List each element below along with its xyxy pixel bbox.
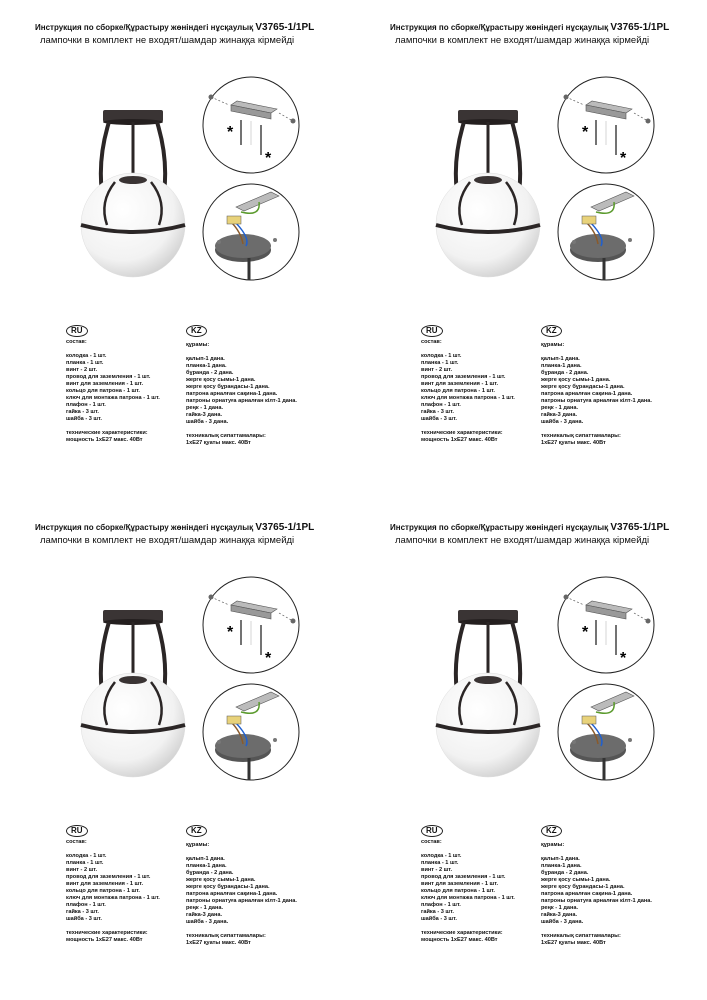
ru-contents — [66, 339, 160, 444]
ru-contents-item: планка - 1 шт. — [66, 360, 104, 366]
kz-contents-item: жерге қосу сымы-1 дана. — [186, 877, 256, 883]
instruction-panel-4 — [390, 522, 707, 992]
kz-contents-item: патрона арналған сақина-1 дана. — [186, 391, 278, 397]
ru-contents-item: шайба - 3 шт. — [66, 416, 102, 422]
lamp-illustration — [430, 107, 545, 292]
kz-contents-item: бұранда - 2 дана. — [186, 370, 234, 376]
kz-contents — [186, 342, 297, 447]
kz-contents-item: патроны орнатуға арналған кілт-1 дана. — [186, 398, 297, 404]
ru-language-badge: RU — [421, 325, 443, 337]
ru-contents-item: ключ для монтажа патрона - 1 шт. — [421, 895, 515, 901]
ru-contents-item: винт для заземления - 1 шт. — [66, 881, 144, 887]
instruction-panel-2 — [390, 22, 707, 492]
kz-language-badge: KZ — [186, 325, 207, 337]
ru-contents-item: планка - 1 шт. — [421, 860, 459, 866]
ru-contents-item: гайка - 3 шт. — [66, 409, 99, 415]
kz-contents-item: планка-1 дана. — [186, 863, 227, 869]
kz-contents-item: жерге қосу сымы-1 дана. — [186, 377, 256, 383]
bulbs-not-included-note: лампочки в комплект не входят/шамдар жинаққа кірмейді — [395, 35, 650, 46]
ru-contents — [66, 839, 160, 944]
kz-tech-heading: техникалық сипаттамалары: — [186, 433, 266, 439]
ru-contents-item: планка - 1 шт. — [66, 860, 104, 866]
ru-contents-item: планка - 1 шт. — [421, 360, 459, 366]
ru-language-badge: RU — [66, 325, 88, 337]
model-number: V3765-1/1PL — [610, 522, 670, 533]
kz-contents-item: бұранда - 2 дана. — [541, 370, 589, 376]
kz-language-badge: KZ — [541, 325, 562, 337]
instruction-panel-3 — [35, 522, 355, 992]
ru-tech-heading: технические характеристики: — [66, 430, 148, 436]
asterisk-mark-right: * — [265, 650, 272, 667]
kz-contents-item: қалып-1 дана. — [186, 356, 225, 362]
kz-contents-item: жерге қосу бұрандасы-1 дана. — [186, 384, 270, 390]
ru-tech-heading: технические характеристики: — [421, 430, 503, 436]
model-number: V3765-1/1PL — [255, 22, 315, 33]
ru-contents-heading: состав: — [421, 339, 442, 345]
ru-contents-item: кольцо для патрона - 1 шт. — [66, 388, 140, 394]
ru-contents-item: гайка - 3 шт. — [66, 909, 99, 915]
model-number: V3765-1/1PL — [255, 522, 315, 533]
asterisk-mark-left: * — [582, 624, 589, 641]
ru-contents-item: винт - 2 шт. — [421, 367, 453, 373]
kz-contents-item: патроны орнатуға арналған кілт-1 дана. — [186, 898, 297, 904]
asterisk-mark-left: * — [227, 624, 234, 641]
lamp-illustration — [75, 607, 190, 792]
wiring-detail — [201, 182, 301, 282]
kz-contents-item: планка-1 дана. — [541, 863, 582, 869]
kz-contents-item: шайба - 3 дана. — [541, 919, 584, 925]
ru-contents-item: гайка - 3 шт. — [421, 409, 454, 415]
kz-contents-item: реңк - 1 дана. — [541, 905, 579, 911]
ru-contents-item: провод для заземления - 1 шт. — [66, 374, 151, 380]
kz-contents-item: қалып-1 дана. — [541, 856, 580, 862]
kz-contents-item: бұранда - 2 дана. — [186, 870, 234, 876]
kz-contents — [541, 342, 652, 447]
kz-contents-item: реңк - 1 дана. — [186, 905, 224, 911]
wiring-detail — [556, 682, 656, 782]
kz-contents-item: патроны орнатуға арналған кілт-1 дана. — [541, 398, 652, 404]
ru-tech-value: мощность 1хЕ27 макс. 40Вт — [421, 437, 498, 443]
ru-tech-value: мощность 1хЕ27 макс. 40Вт — [66, 937, 143, 943]
ru-contents-item: плафон - 1 шт. — [421, 402, 461, 408]
kz-contents-item: бұранда - 2 дана. — [541, 870, 589, 876]
ru-contents-item: гайка - 3 шт. — [421, 909, 454, 915]
kz-tech-value: 1хЕ27 қуаты макс. 40Вт — [186, 940, 251, 946]
ru-contents-item: ключ для монтажа патрона - 1 шт. — [66, 395, 160, 401]
instruction-title: Инструкция по сборке/Құрастыру жөніндегі нұсқаулық V3765-1/1PL — [35, 522, 315, 533]
kz-tech-heading: техникалық сипаттамалары: — [541, 933, 621, 939]
instruction-title: Инструкция по сборке/Құрастыру жөніндегі нұсқаулық V3765-1/1PL — [35, 22, 315, 33]
ru-contents-item: винт для заземления - 1 шт. — [421, 881, 499, 887]
kz-contents-item: планка-1 дана. — [541, 363, 582, 369]
kz-contents-item: шайба - 3 дана. — [186, 919, 229, 925]
mounting-plate-detail — [201, 575, 301, 675]
kz-contents-item: жерге қосу сымы-1 дана. — [541, 877, 611, 883]
kz-contents-heading: құрамы: — [541, 342, 565, 348]
ru-contents-item: ключ для монтажа патрона - 1 шт. — [66, 895, 160, 901]
ru-contents-item: колодка - 1 шт. — [66, 353, 107, 359]
kz-language-badge: KZ — [541, 825, 562, 837]
ru-contents-item: шайба - 3 шт. — [421, 416, 457, 422]
ru-contents — [421, 339, 515, 444]
kz-contents-item: патрона арналған сақина-1 дана. — [541, 391, 633, 397]
kz-language-badge: KZ — [186, 825, 207, 837]
ru-contents-item: колодка - 1 шт. — [421, 853, 462, 859]
wiring-detail — [201, 682, 301, 782]
kz-contents-item: жерге қосу бұрандасы-1 дана. — [186, 884, 270, 890]
kz-contents-item: гайка-3 дана. — [186, 412, 223, 418]
kz-contents-item: патроны орнатуға арналған кілт-1 дана. — [541, 898, 652, 904]
instruction-title: Инструкция по сборке/Құрастыру жөніндегі нұсқаулық V3765-1/1PL — [390, 22, 670, 33]
kz-contents-item: реңк - 1 дана. — [186, 405, 224, 411]
asterisk-mark-left: * — [582, 124, 589, 141]
mounting-plate-detail — [556, 575, 656, 675]
kz-contents-item: жерге қосу бұрандасы-1 дана. — [541, 384, 625, 390]
ru-language-badge: RU — [66, 825, 88, 837]
bulbs-not-included-note: лампочки в комплект не входят/шамдар жинаққа кірмейді — [40, 35, 295, 46]
instruction-title: Инструкция по сборке/Құрастыру жөніндегі нұсқаулық V3765-1/1PL — [390, 522, 670, 533]
mounting-plate-detail — [556, 75, 656, 175]
ru-tech-heading: технические характеристики: — [66, 930, 148, 936]
kz-contents-item: шайба - 3 дана. — [541, 419, 584, 425]
ru-contents-item: винт - 2 шт. — [66, 367, 98, 373]
kz-tech-value: 1хЕ27 қуаты макс. 40Вт — [541, 940, 606, 946]
kz-contents-item: гайка-3 дана. — [541, 912, 578, 918]
mounting-plate-detail — [201, 75, 301, 175]
ru-contents-item: провод для заземления - 1 шт. — [66, 874, 151, 880]
asterisk-mark-right: * — [620, 650, 627, 667]
ru-contents — [421, 839, 515, 944]
kz-contents-item: қалып-1 дана. — [186, 856, 225, 862]
lamp-illustration — [430, 607, 545, 792]
ru-contents-heading: состав: — [66, 839, 87, 845]
kz-contents-heading: құрамы: — [186, 842, 210, 848]
kz-contents-item: патрона арналған сақина-1 дана. — [186, 891, 278, 897]
ru-contents-item: плафон - 1 шт. — [66, 902, 106, 908]
ru-tech-value: мощность 1хЕ27 макс. 40Вт — [421, 937, 498, 943]
wiring-detail — [556, 182, 656, 282]
ru-contents-heading: состав: — [66, 339, 87, 345]
ru-contents-item: ключ для монтажа патрона - 1 шт. — [421, 395, 515, 401]
kz-contents — [186, 842, 297, 947]
kz-contents-item: реңк - 1 дана. — [541, 405, 579, 411]
kz-contents-item: шайба - 3 дана. — [186, 419, 229, 425]
asterisk-mark-right: * — [620, 150, 627, 167]
kz-tech-heading: техникалық сипаттамалары: — [186, 933, 266, 939]
ru-contents-item: кольцо для патрона - 1 шт. — [421, 388, 495, 394]
kz-tech-value: 1хЕ27 қуаты макс. 40Вт — [541, 440, 606, 446]
kz-contents-item: қалып-1 дана. — [541, 356, 580, 362]
ru-contents-item: винт для заземления - 1 шт. — [66, 381, 144, 387]
bulbs-not-included-note: лампочки в комплект не входят/шамдар жинаққа кірмейді — [40, 535, 295, 546]
kz-contents-item: жерге қосу бұрандасы-1 дана. — [541, 884, 625, 890]
ru-contents-item: шайба - 3 шт. — [66, 916, 102, 922]
kz-contents-item: планка-1 дана. — [186, 363, 227, 369]
ru-contents-item: кольцо для патрона - 1 шт. — [421, 888, 495, 894]
kz-tech-value: 1хЕ27 қуаты макс. 40Вт — [186, 440, 251, 446]
kz-contents-item: патрона арналған сақина-1 дана. — [541, 891, 633, 897]
ru-contents-item: плафон - 1 шт. — [421, 902, 461, 908]
kz-contents-heading: құрамы: — [186, 342, 210, 348]
ru-contents-item: винт - 2 шт. — [421, 867, 453, 873]
ru-contents-item: винт для заземления - 1 шт. — [421, 381, 499, 387]
kz-tech-heading: техникалық сипаттамалары: — [541, 433, 621, 439]
ru-tech-heading: технические характеристики: — [421, 930, 503, 936]
ru-contents-item: кольцо для патрона - 1 шт. — [66, 888, 140, 894]
lamp-illustration — [75, 107, 190, 292]
bulbs-not-included-note: лампочки в комплект не входят/шамдар жинаққа кірмейді — [395, 535, 650, 546]
kz-contents-item: гайка-3 дана. — [186, 912, 223, 918]
model-number: V3765-1/1PL — [610, 22, 670, 33]
ru-contents-item: провод для заземления - 1 шт. — [421, 374, 506, 380]
ru-contents-item: винт - 2 шт. — [66, 867, 98, 873]
ru-contents-item: шайба - 3 шт. — [421, 916, 457, 922]
ru-contents-item: колодка - 1 шт. — [66, 853, 107, 859]
asterisk-mark-right: * — [265, 150, 272, 167]
kz-contents-heading: құрамы: — [541, 842, 565, 848]
ru-contents-heading: состав: — [421, 839, 442, 845]
kz-contents-item: жерге қосу сымы-1 дана. — [541, 377, 611, 383]
asterisk-mark-left: * — [227, 124, 234, 141]
kz-contents-item: гайка-3 дана. — [541, 412, 578, 418]
ru-tech-value: мощность 1хЕ27 макс. 40Вт — [66, 437, 143, 443]
ru-contents-item: колодка - 1 шт. — [421, 353, 462, 359]
instruction-panel-1 — [35, 22, 355, 492]
ru-language-badge: RU — [421, 825, 443, 837]
kz-contents — [541, 842, 652, 947]
ru-contents-item: плафон - 1 шт. — [66, 402, 106, 408]
ru-contents-item: провод для заземления - 1 шт. — [421, 874, 506, 880]
